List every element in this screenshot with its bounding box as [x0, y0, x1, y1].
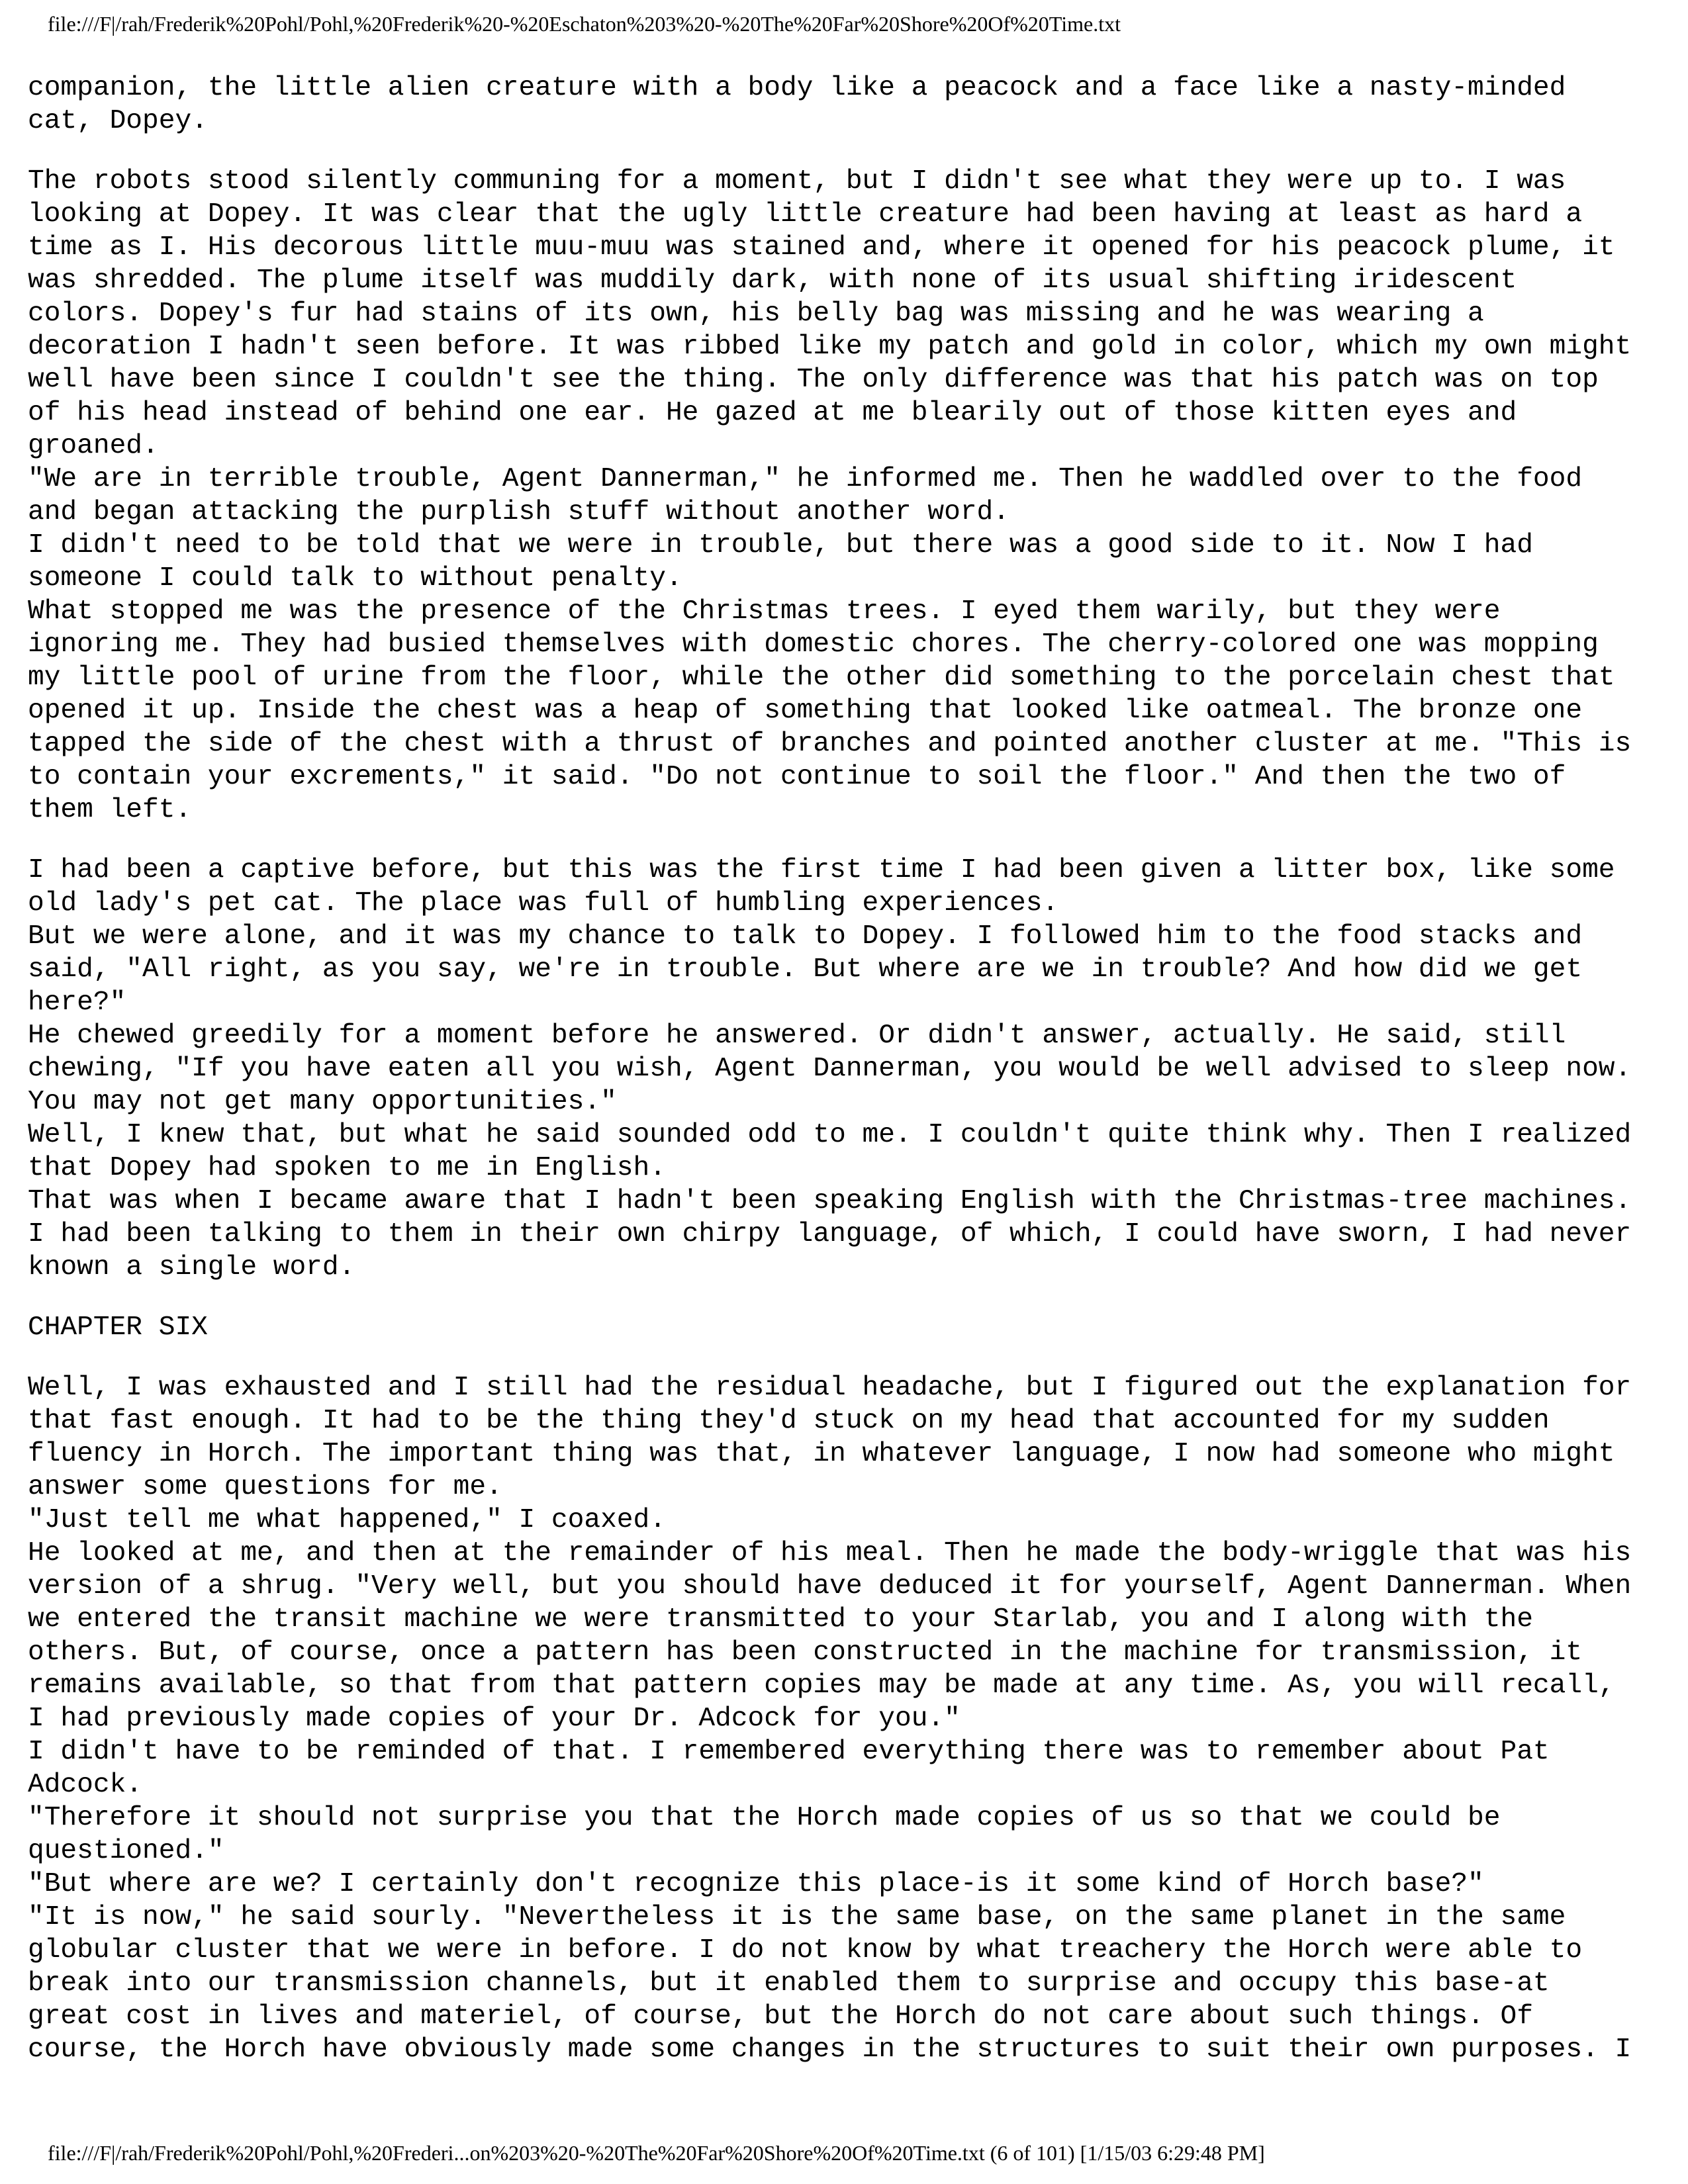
- document-body: [28, 71, 1663, 2066]
- text-line: looking at Dopey. It was clear that the ugly little creature had been having at least as hard a: [28, 199, 1583, 230]
- text-line: "Therefore it should not surprise you that the Horch made copies of us so that we could be: [28, 1803, 1501, 1833]
- text-line: tapped the side of the chest with a thrust of branches and pointed another cluster at me. "This is: [28, 729, 1632, 759]
- text-line: of his head instead of behind one ear. He gazed at me blearily out of those kitten eyes and: [28, 398, 1517, 428]
- text-line: colors. Dopey's fur had stains of its own, his belly bag was missing and he was wearing a: [28, 298, 1484, 329]
- paragraph-gap: [28, 1284, 1663, 1311]
- text-line: "It is now," he said sourly. "Nevertheless it is the same base, on the same planet in the same: [28, 1902, 1566, 1933]
- text-line: old lady's pet cat. The place was full of humbling experiences.: [28, 888, 1059, 919]
- text-line: CHAPTER SIX: [28, 1312, 208, 1343]
- text-line: cat, Dopey.: [28, 106, 208, 136]
- text-line: decoration I hadn't seen before. It was ribbed like my patch and gold in color, which my own might: [28, 332, 1632, 362]
- text-line: That was when I became aware that I hadn't been speaking English with the Christmas-tree machines.: [28, 1186, 1632, 1216]
- text-line: globular cluster that we were in before. I do not know by what treachery the Horch were able to: [28, 1935, 1583, 1966]
- text-line: companion, the little alien creature with a body like a peacock and a face like a nasty-minded: [28, 73, 1566, 103]
- text-line: What stopped me was the presence of the Christmas trees. I eyed them warily, but they were: [28, 596, 1501, 627]
- text-line: someone I could talk to without penalty.: [28, 563, 682, 594]
- text-line: I didn't need to be told that we were in trouble, but there was a good side to it. Now I had: [28, 530, 1533, 561]
- text-line: groaned.: [28, 431, 159, 461]
- text-line: "Just tell me what happened," I coaxed.: [28, 1505, 666, 1535]
- text-line: fluency in Horch. The important thing was that, in whatever language, I now had someone who might: [28, 1439, 1615, 1469]
- text-line: "We are in terrible trouble, Agent Dannerman," he informed me. Then he waddled over to the food: [28, 464, 1583, 494]
- text-line: opened it up. Inside the chest was a heap of something that looked like oatmeal. The bronze one: [28, 696, 1583, 726]
- text-line: well have been since I couldn't see the thing. The only difference was that his patch was on top: [28, 365, 1599, 395]
- text-line: You may not get many opportunities.": [28, 1087, 617, 1117]
- text-line: ignoring me. They had busied themselves with domestic chores. The cherry-colored one was mopping: [28, 629, 1599, 660]
- text-line: time as I. His decorous little muu-muu was stained and, where it opened for his peacock plume, it: [28, 232, 1615, 263]
- text-line: answer some questions for me.: [28, 1472, 502, 1502]
- text-line: others. But, of course, once a pattern has been constructed in the machine for transmission, it: [28, 1637, 1583, 1668]
- text-line: I had previously made copies of your Dr. Adcock for you.": [28, 1704, 961, 1734]
- text-line: course, the Horch have obviously made some changes in the structures to suit their own purposes. I: [28, 2034, 1632, 2065]
- text-line: I didn't have to be reminded of that. I remembered everything there was to remember about Pat: [28, 1737, 1550, 1767]
- text-line: was shredded. The plume itself was muddily dark, with none of its usual shifting iridescent: [28, 265, 1517, 296]
- text-line: said, "All right, as you say, we're in trouble. But where are we in trouble? And how did we get: [28, 954, 1583, 985]
- text-line: But we were alone, and it was my chance to talk to Dopey. I followed him to the food stacks and: [28, 921, 1583, 952]
- page-footer: file:///F|/rah/Frederik%20Pohl/Pohl,%20Frederi...on%203%20-%20The%20Far%20Shore%20Of%20Time.txt (6 of 101) [1/15/03 6:29:48 PM]: [48, 2141, 1265, 2165]
- text-line: Well, I knew that, but what he said sounded odd to me. I couldn't quite think why. Then I realized: [28, 1120, 1632, 1150]
- text-line: I had been talking to them in their own chirpy language, of which, I could have sworn, I had never: [28, 1219, 1632, 1250]
- text-line: that fast enough. It had to be the thing they'd stuck on my head that accounted for my sudden: [28, 1406, 1550, 1436]
- text-line: we entered the transit machine we were transmitted to your Starlab, you and I along with the: [28, 1604, 1533, 1635]
- text-line: version of a shrug. "Very well, but you should have deduced it for yourself, Agent Dannerman. When: [28, 1571, 1632, 1602]
- text-line: that Dopey had spoken to me in English.: [28, 1153, 666, 1183]
- text-line: break into our transmission channels, but it enabled them to surprise and occupy this base-at: [28, 1968, 1550, 1999]
- text-line: to contain your excrements," it said. "Do not continue to soil the floor." And then the two of: [28, 762, 1566, 792]
- paragraph-gap: [28, 827, 1663, 854]
- text-line: great cost in lives and materiel, of course, but the Horch do not care about such things. Of: [28, 2001, 1533, 2032]
- text-line: The robots stood silently communing for a moment, but I didn't see what they were up to. I was: [28, 166, 1566, 197]
- text-line: "But where are we? I certainly don't recognize this place-is it some kind of Horch base?": [28, 1869, 1484, 1899]
- text-line: questioned.": [28, 1836, 224, 1866]
- text-line: He chewed greedily for a moment before he answered. Or didn't answer, actually. He said, still: [28, 1021, 1566, 1051]
- page-header-url: file:///F|/rah/Frederik%20Pohl/Pohl,%20Frederik%20-%20Eschaton%203%20-%20The%20Far%20Shore%20Of%20Time.txt: [48, 12, 1121, 36]
- paragraph-gap: [28, 1344, 1663, 1371]
- text-line: and began attacking the purplish stuff without another word.: [28, 497, 1009, 527]
- text-line: Well, I was exhausted and I still had the residual headache, but I figured out the explanation for: [28, 1373, 1632, 1403]
- text-line: known a single word.: [28, 1252, 355, 1283]
- text-line: here?": [28, 987, 126, 1018]
- text-line: them left.: [28, 795, 192, 825]
- text-line: Adcock.: [28, 1770, 143, 1800]
- text-line: I had been a captive before, but this was the first time I had been given a litter box, like some: [28, 855, 1615, 886]
- paragraph-gap: [28, 138, 1663, 165]
- text-line: chewing, "If you have eaten all you wish, Agent Dannerman, you would be well advised to sleep now.: [28, 1054, 1632, 1084]
- text-line: my little pool of urine from the floor, while the other did something to the porcelain chest that: [28, 662, 1615, 693]
- text-line: He looked at me, and then at the remainder of his meal. Then he made the body-wriggle that was his: [28, 1538, 1632, 1569]
- text-line: remains available, so that from that pattern copies may be made at any time. As, you will recall,: [28, 1670, 1615, 1701]
